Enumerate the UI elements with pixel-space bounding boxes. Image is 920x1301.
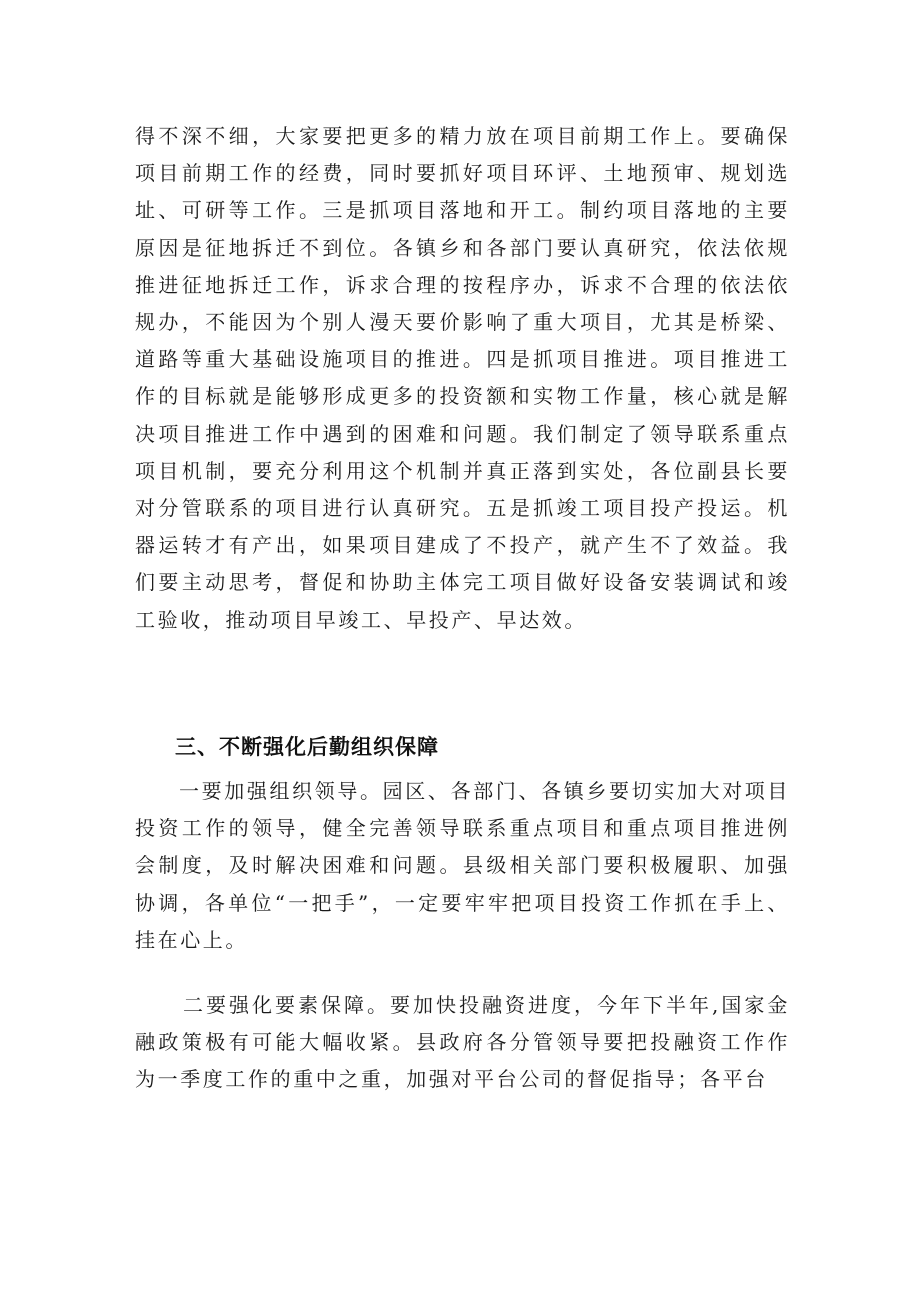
paragraph-organization-leadership: 一要加强组织领导。园区、各部门、各镇乡要切实加大对项目投资工作的领导，健全完善领导联系重点项目和重点项目推进例会制度，及时解决困难和问题。县级相关部门要积极履职、加强协调，各单位“一把手”，一定要牢牢把项目投资工作抓在手上、挂在心上。 xyxy=(135,779,790,952)
paragraph-factor-guarantee: 二要强化要素保障。要加快投融资进度，今年下半年,国家金融政策极有可能大幅收紧。县政府各分管领导要把投融资工作作为一季度工作的重中之重，加强对平台公司的督促指导；各平台 xyxy=(135,993,790,1092)
section-heading: 三、不断强化后勤组织保障 xyxy=(175,735,439,759)
paragraph-project-work: 得不深不细，大家要把更多的精力放在项目前期工作上。要确保项目前期工作的经费，同时要抓好项目环评、土地预审、规划选址、可研等工作。三是抓项目落地和开工。制约项目落地的主要原因是征地拆迁不到位。各镇乡和各部门要认真研究，依法依规推进征地拆迁工作，诉求合理的按程序办，诉求不合理的依法依规办，不能因为个别人漫天要价影响了重大项目，尤其是桥梁、道路等重大基础设施项目的推进。四是抓项目推进。项目推进工作的目标就是能够形成更多的投资额和实物工作量，核心就是解决项目推进工作中遇到的困难和问题。我们制定了领导联系重点项目机制，要充分利用这个机制并真正落到实处，各位副县长要对分管联系的项目进行认真研究。五是抓竣工项目投产投运。机器运转才有产出，如果项目建成了不投产，就产生不了效益。我们要主动思考，督促和协助主体完工项目做好设备安装调试和竣工验收，推动项目早竣工、早投产、早达效。 xyxy=(135,124,790,632)
